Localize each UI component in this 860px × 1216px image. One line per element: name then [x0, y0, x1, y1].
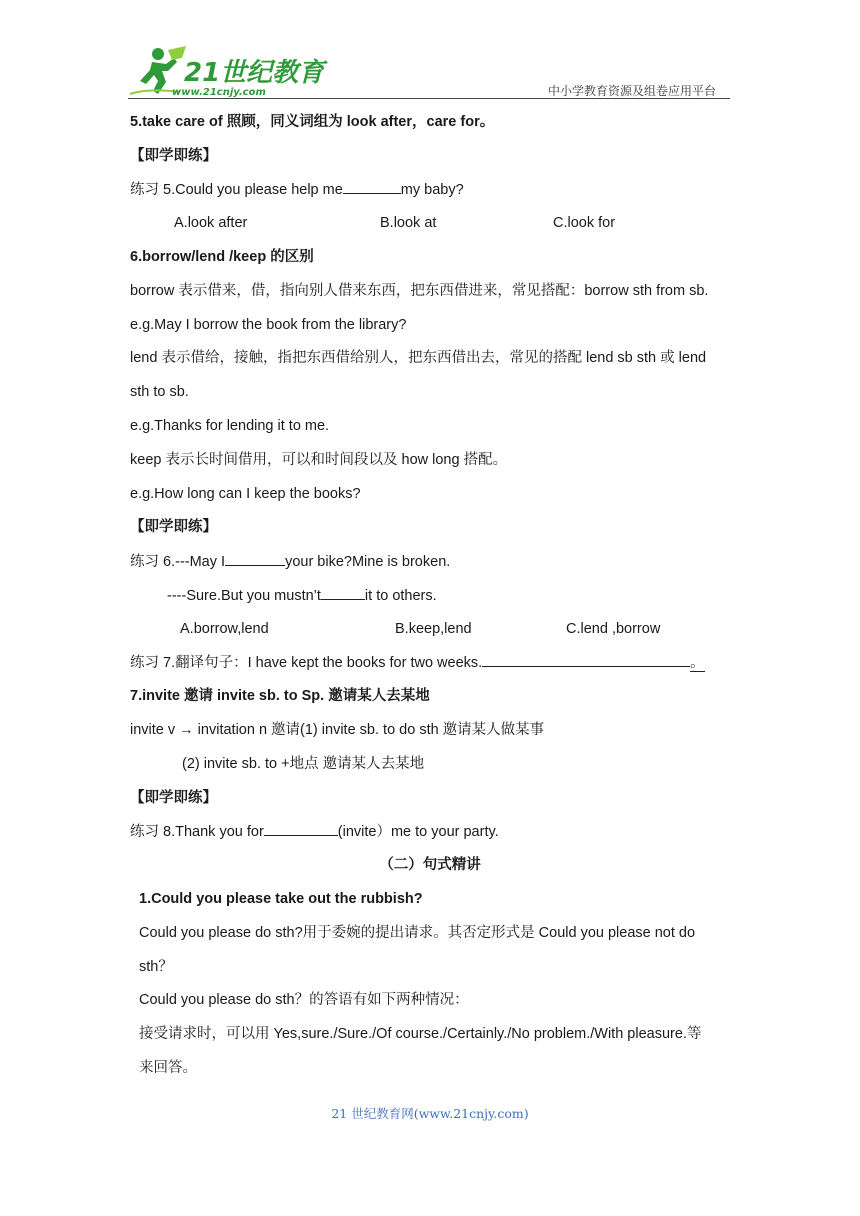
keep-definition: keep 表示长时间借用，可以和时间段以及 how long 搭配。 [130, 452, 508, 468]
page-footer[interactable]: 21 世纪教育网(www.21cnjy.com) [331, 1106, 529, 1121]
exercise-6-text-end: your bike?Mine is broken. [285, 554, 451, 570]
option-c: C.lend ,borrow [566, 621, 661, 637]
exercise-8 [130, 821, 499, 842]
exercise-8-text: 练习 8.Thank you for [130, 824, 264, 840]
answer-blank[interactable] [225, 551, 285, 566]
exercise-7 [130, 652, 705, 673]
answer-blank[interactable] [343, 179, 401, 194]
practice-tag: 【即学即练】 [130, 148, 217, 164]
logo [128, 44, 328, 100]
exercise-6-response-text: ----Sure.But you mustn’t [167, 588, 321, 604]
exercise-7-text: 练习 7.翻译句子：I have kept the books for two weeks. [130, 655, 483, 671]
platform-name: 中小学教育资源及组卷应用平台 [547, 84, 716, 98]
logo-text: 21世纪教育 [184, 58, 325, 88]
pattern-1-text-cont: sth？ [139, 959, 173, 975]
option-a: A.look after [174, 215, 248, 231]
header-divider [128, 98, 730, 99]
option-b: B.look at [380, 215, 437, 231]
exercise-6 [130, 551, 450, 572]
borrow-definition: borrow 表示借来，借，指向别人借来东西，把东西借进来，常见搭配：borrow sth from sb. [130, 283, 709, 299]
page-header [128, 40, 730, 100]
exercise-7-end: 。 [690, 655, 705, 671]
lend-definition: lend 表示借给，接触，指把东西借给别人，把东西借出去，常见的搭配 lend sb sth 或 lend [130, 350, 707, 366]
exercise-6-response-end: it to others. [364, 588, 437, 604]
section-heading: （二）句式精讲 [379, 857, 481, 873]
exercise-5 [130, 179, 464, 200]
answer-blank[interactable] [482, 652, 690, 667]
option-a: A.borrow,lend [180, 621, 269, 637]
lend-example: e.g.Thanks for lending it to me. [130, 418, 330, 434]
logo-url: www.21cnjy.com [172, 87, 266, 98]
answer-blank[interactable] [321, 585, 365, 600]
invite-usage-2: (2) invite sb. to +地点 邀请某人去某地 [182, 756, 425, 772]
exercise-8-text-end: (invite）me to your party. [337, 824, 499, 840]
invite-usage-1: invite v → invitation n 邀请(1) invite sb. to do sth 邀请某人做某事 [130, 722, 545, 738]
exercise-6-text: 练习 6.---May I [130, 554, 226, 570]
borrow-example: e.g.May I borrow the book from the library? [130, 317, 407, 333]
exercise-5-text-end: my baby? [400, 182, 464, 198]
pattern-1-accept-cont: 来回答。 [139, 1060, 197, 1076]
keep-example: e.g.How long can I keep the books? [130, 486, 361, 502]
pattern-1-title: 1.Could you please take out the rubbish? [139, 891, 423, 907]
section-6-title: 6.borrow/lend /keep 的区别 [130, 249, 314, 265]
practice-tag: 【即学即练】 [130, 519, 217, 535]
pattern-1-answers-intro: Could you please do sth？的答语有如下两种情况： [139, 992, 469, 1008]
practice-tag: 【即学即练】 [130, 790, 217, 806]
section-7-title: 7.invite 邀请 invite sb. to Sp. 邀请某人去某地 [130, 688, 430, 704]
option-c: C.look for [553, 215, 616, 231]
pattern-1-text: Could you please do sth?用于委婉的提出请求。其否定形式是 Could you please not do [139, 925, 696, 941]
option-b: B.keep,lend [395, 621, 472, 637]
lend-definition-cont: sth to sb. [130, 384, 189, 400]
pattern-1-accept: 接受请求时，可以用 Yes,sure./Sure./Of course./Certainly./No problem./With pleasure.等 [139, 1026, 702, 1042]
exercise-6-response [167, 585, 437, 606]
answer-blank[interactable] [264, 821, 338, 836]
exercise-5-text: 练习 5.Could you please help me [130, 182, 343, 198]
section-5-title: 5.take care of 照顾，同义词组为 look after，care for。 [130, 114, 495, 130]
